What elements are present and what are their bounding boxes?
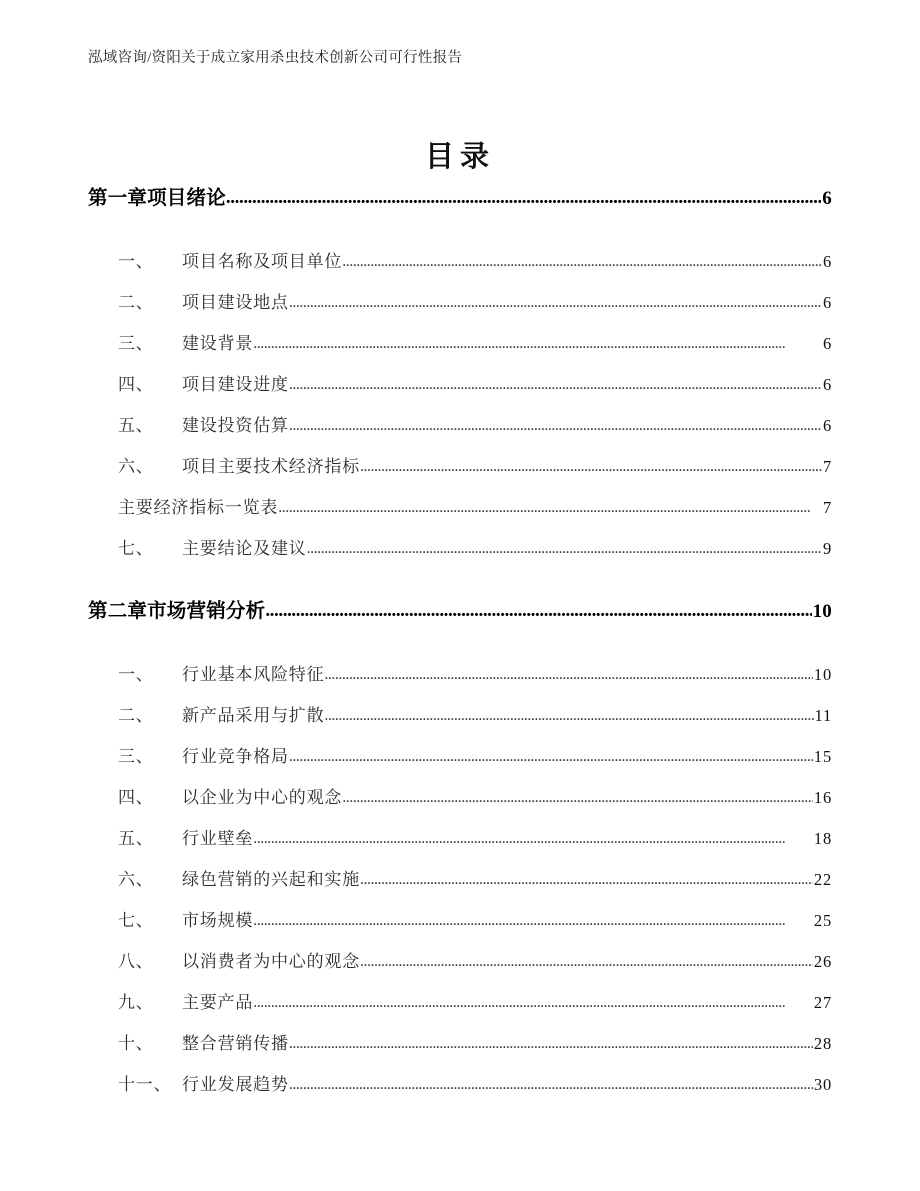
toc-section-entry[interactable] <box>0 988 920 1029</box>
dot-leader <box>278 499 822 517</box>
toc-section-entry[interactable] <box>0 742 920 783</box>
toc-section-entry[interactable] <box>0 534 920 575</box>
toc-entry-page-number: 7 <box>822 498 832 517</box>
toc-entry-number: 五、 <box>118 829 154 848</box>
toc-entry-number: 二、 <box>118 706 154 725</box>
dot-leader <box>253 335 822 353</box>
toc-entry-page-number: 25 <box>813 911 832 930</box>
dot-leader <box>342 789 813 807</box>
dot-leader <box>226 187 821 209</box>
toc-spacer <box>0 575 920 595</box>
toc-entry-label: 以消费者为中心的观念 <box>182 952 360 971</box>
toc-entry-page-number: 18 <box>813 829 832 848</box>
toc-entry-page-number: 11 <box>814 706 832 725</box>
toc-entry-page-number: 6 <box>822 334 832 353</box>
toc-entry-number: 三、 <box>118 334 154 353</box>
toc-entry-label: 市场营销分析 <box>147 601 266 622</box>
toc-entry-number: 七、 <box>118 911 154 930</box>
toc-entry-label: 主要结论及建议 <box>182 539 307 558</box>
toc-entry-label: 行业壁垒 <box>182 829 254 848</box>
toc-section-entry[interactable] <box>0 906 920 947</box>
toc-section-entry[interactable] <box>0 1070 920 1111</box>
toc-entry-number: 五、 <box>118 416 154 435</box>
toc-entry-page-number: 7 <box>822 457 832 476</box>
toc-section-entry[interactable] <box>0 1029 920 1070</box>
toc-entry-label: 主要经济指标一览表 <box>118 498 279 517</box>
toc-entry-label: 主要产品 <box>182 993 254 1012</box>
toc-entry-page-number: 26 <box>813 952 832 971</box>
toc-section-entry[interactable] <box>0 247 920 288</box>
toc-chapter-entry[interactable] <box>0 595 920 636</box>
toc-entry-label: 行业竞争格局 <box>182 747 289 766</box>
dot-leader <box>289 417 822 435</box>
toc-entry-number: 一、 <box>118 252 154 271</box>
dot-leader <box>289 376 822 394</box>
dot-leader <box>360 458 822 476</box>
toc-entry-number: 第二章 <box>88 601 148 622</box>
dot-leader <box>324 707 813 725</box>
toc-entry-number: 七、 <box>118 539 154 558</box>
toc-entry-label: 项目建设进度 <box>182 375 289 394</box>
toc-entry-number: 二、 <box>118 293 154 312</box>
toc-section-entry[interactable] <box>0 370 920 411</box>
toc-section-entry[interactable] <box>0 288 920 329</box>
toc-entry-number: 十一、 <box>118 1075 172 1094</box>
toc-entry-label: 建设投资估算 <box>182 416 289 435</box>
toc-entry-label: 整合营销传播 <box>182 1034 289 1053</box>
toc-entry-page-number: 9 <box>822 539 832 558</box>
toc-section-entry[interactable] <box>0 947 920 988</box>
toc-entry-label: 绿色营销的兴起和实施 <box>182 870 360 889</box>
toc-entry-number: 十、 <box>118 1034 154 1053</box>
dot-leader <box>324 666 812 684</box>
table-of-contents <box>0 182 920 1111</box>
running-header: 泓域咨询/资阳关于成立家用杀虫技术创新公司可行性报告 <box>88 50 463 66</box>
toc-entry-number: 四、 <box>118 375 154 394</box>
toc-entry-label: 项目主要技术经济指标 <box>182 457 360 476</box>
toc-section-entry[interactable] <box>0 493 920 534</box>
toc-entry-page-number: 27 <box>813 993 832 1012</box>
toc-entry-number: 八、 <box>118 952 154 971</box>
dot-leader <box>289 294 822 312</box>
toc-spacer <box>0 223 920 247</box>
dot-leader <box>253 994 813 1012</box>
dot-leader <box>265 600 811 622</box>
toc-chapter-entry[interactable] <box>0 182 920 223</box>
toc-section-entry[interactable] <box>0 660 920 701</box>
toc-section-entry[interactable] <box>0 329 920 370</box>
toc-entry-page-number: 22 <box>813 870 832 889</box>
toc-entry-page-number: 6 <box>822 188 832 209</box>
toc-spacer <box>0 636 920 660</box>
toc-entry-label: 行业发展趋势 <box>182 1075 289 1094</box>
toc-entry-page-number: 6 <box>822 416 832 435</box>
toc-entry-number: 九、 <box>118 993 154 1012</box>
toc-entry-page-number: 28 <box>813 1034 832 1053</box>
toc-entry-label: 项目名称及项目单位 <box>182 252 343 271</box>
toc-entry-page-number: 6 <box>822 293 832 312</box>
toc-section-entry[interactable] <box>0 411 920 452</box>
dot-leader <box>360 871 813 889</box>
toc-entry-page-number: 30 <box>813 1075 832 1094</box>
toc-entry-page-number: 6 <box>822 252 832 271</box>
toc-entry-number: 一、 <box>118 665 154 684</box>
toc-entry-label: 以企业为中心的观念 <box>182 788 343 807</box>
toc-entry-label: 建设背景 <box>182 334 254 353</box>
toc-entry-page-number: 10 <box>812 601 832 622</box>
toc-entry-page-number: 10 <box>813 665 832 684</box>
toc-entry-label: 行业基本风险特征 <box>182 665 325 684</box>
toc-entry-label: 项目绪论 <box>147 188 226 209</box>
toc-entry-page-number: 15 <box>813 747 832 766</box>
page-title: 目录 <box>424 141 495 174</box>
toc-section-entry[interactable] <box>0 783 920 824</box>
dot-leader <box>253 912 813 930</box>
toc-entry-page-number: 16 <box>813 788 832 807</box>
toc-section-entry[interactable] <box>0 701 920 742</box>
dot-leader <box>342 253 822 271</box>
dot-leader <box>307 540 822 558</box>
dot-leader <box>289 1076 813 1094</box>
dot-leader <box>289 1035 813 1053</box>
dot-leader <box>360 953 813 971</box>
dot-leader <box>289 748 813 766</box>
toc-entry-number: 第一章 <box>88 188 148 209</box>
toc-entry-number: 六、 <box>118 457 154 476</box>
toc-section-entry[interactable] <box>0 865 920 906</box>
toc-entry-number: 六、 <box>118 870 154 889</box>
dot-leader <box>253 830 813 848</box>
toc-entry-label: 市场规模 <box>182 911 254 930</box>
toc-entry-number: 三、 <box>118 747 154 766</box>
toc-entry-label: 项目建设地点 <box>182 293 289 312</box>
toc-entry-number: 四、 <box>118 788 154 807</box>
toc-entry-label: 新产品采用与扩散 <box>182 706 325 725</box>
toc-section-entry[interactable] <box>0 824 920 865</box>
toc-section-entry[interactable] <box>0 452 920 493</box>
toc-entry-page-number: 6 <box>822 375 832 394</box>
